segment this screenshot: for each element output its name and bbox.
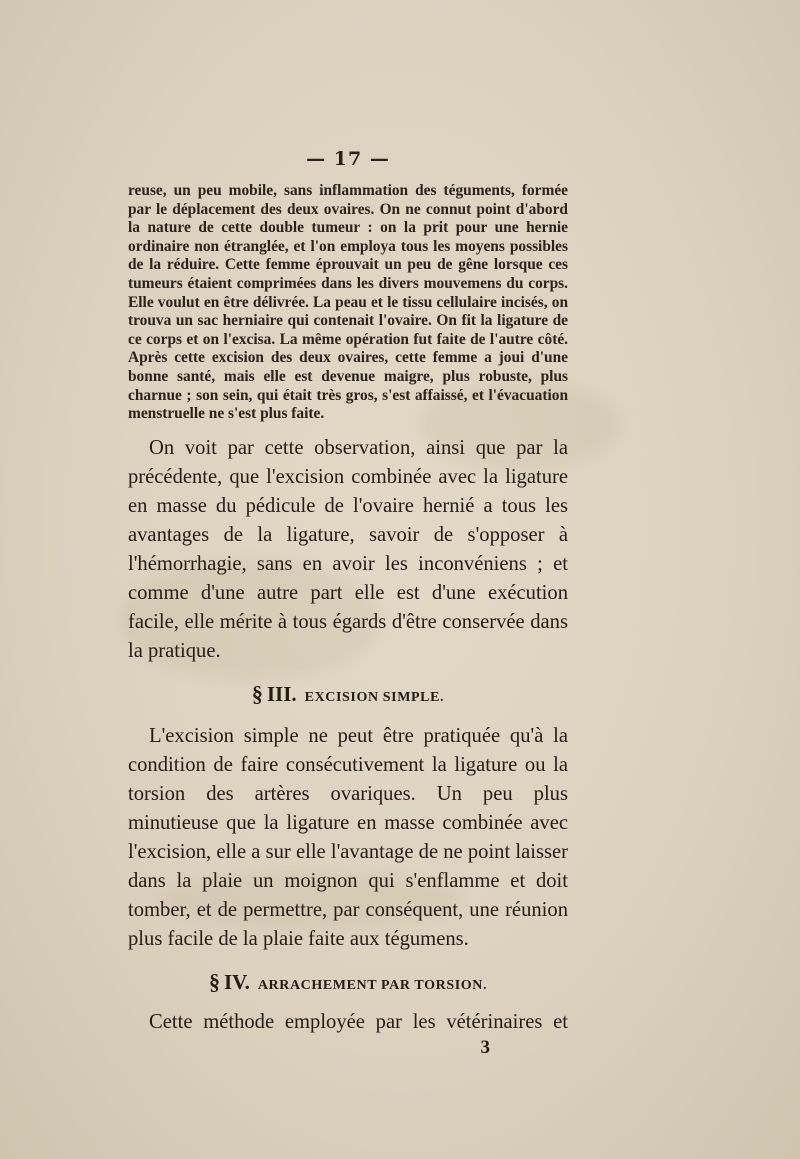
paragraph-excision-simple: L'excision simple ne peut être pratiquée qu'à la condition de faire consécutivement la ligature ou la torsion des artères ovariques. Un peu plus minutieuse que la ligature en masse combinée avec l'excision, elle a sur elle l'avantage de ne point laisser dans la plaie un moignon qui s'enflamme et doit tomber, et de permettre, par conséquent, une réunion plus facile de la plaie faite aux tégumens. bbox=[128, 724, 568, 950]
section-title: EXCISION SIMPLE. bbox=[304, 689, 445, 705]
section-heading-excision-simple bbox=[128, 680, 568, 708]
section-number: IV. bbox=[223, 969, 250, 994]
section-title: ARRACHEMENT PAR TORSION. bbox=[257, 977, 488, 993]
paragraph-observation-end: reuse, un peu mobile, sans inflammation des téguments, formée par le déplacement des deux ovaires. On ne connut point d'abord la nature de cette double tumeur : on la prit pour une hernie ordinaire non étranglée, et l'on employa tous les moyens possibles de la réduire. Cette femme éprouvait un peu de gêne lorsque ces tumeurs étaient comprimées dans les divers mouvemens du corps. Elle voulut en être délivrée. La peau et le tissu cellulaire incisés, on trouva un sac herniaire qui contenait l'ovaire. On fit la ligature de ce corps et on l'excisa. La même opération fut faite de l'autre côté. Après cette excision des deux ovaires, cette femme a joui d'une bonne santé, mais elle est devenue maigre, plus robuste, plus charnue ; son sein, qui était très gros, s'est affaissé, et l'évacuation menstruelle ne s'est plus faite. bbox=[128, 182, 568, 423]
section-heading-arrachement bbox=[128, 968, 568, 996]
section-symbol: § bbox=[251, 680, 263, 706]
paragraph-arrachement-start: Cette méthode employée par les vétérinaires et bbox=[149, 1010, 568, 1033]
page-number: — 17 — bbox=[306, 148, 390, 170]
section-number: III. bbox=[266, 681, 297, 706]
page-content bbox=[128, 148, 568, 1059]
paragraph-conclusion: On voit par cette observation, ainsi que par la précédente, que l'excision combinée avec la ligature en masse du pédicule de l'ovaire hernié a tous les avantages de la ligature, savoir de s'opposer à l'hémorrhagie, sans en avoir les inconvéniens ; et comme d'une autre part elle est d'une exécution facile, elle mérite à tous égards d'être conservée dans la pratique. bbox=[128, 436, 568, 662]
section-symbol: § bbox=[208, 968, 220, 994]
signature-mark: 3 bbox=[480, 1036, 490, 1058]
